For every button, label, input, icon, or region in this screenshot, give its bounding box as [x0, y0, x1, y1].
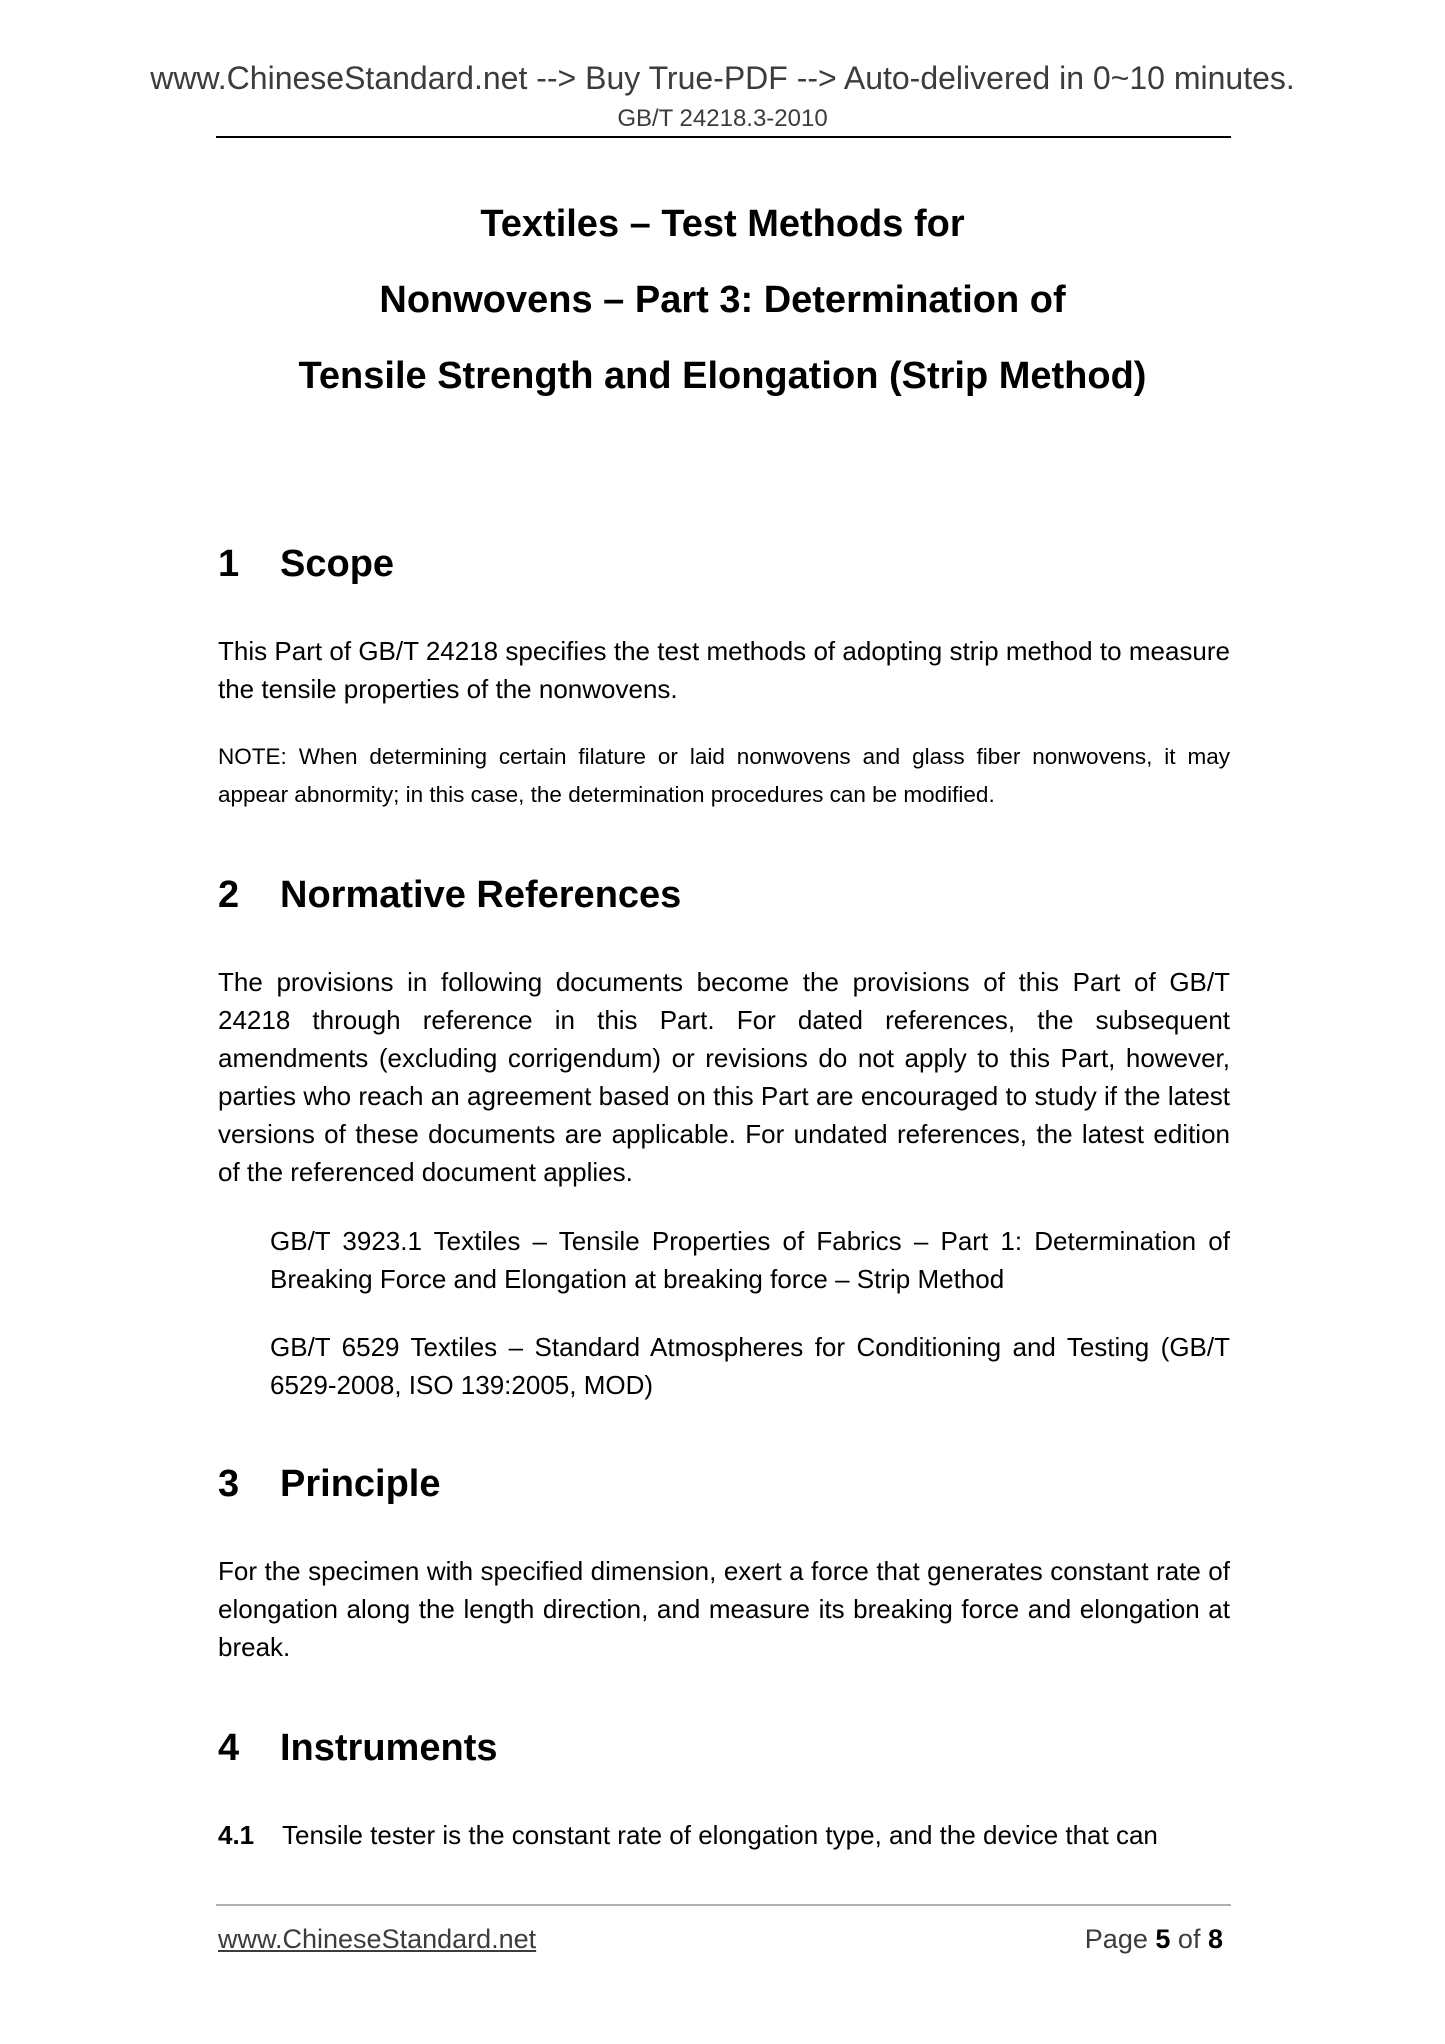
footer-divider [216, 1904, 1231, 1906]
section-number: 2 [218, 874, 240, 916]
section-title: Scope [280, 543, 395, 585]
title-line-3: Tensile Strength and Elongation (Strip Method) [298, 355, 1147, 397]
section-number: 4 [218, 1727, 240, 1769]
section-title: Principle [280, 1463, 441, 1505]
reference-item: GB/T 6529 Textiles – Standard Atmospheres for Conditioning and Testing (GB/T 6529-2008, ISO 139:2005, MOD) [270, 1332, 1230, 1400]
header-banner: www.ChineseStandard.net --> Buy True-PDF --> Auto-delivered in 0~10 minutes. [150, 60, 1295, 96]
section-title: Normative References [280, 874, 682, 916]
principle-paragraph: For the specimen with specified dimension, exert a force that generates constant rate of elongation along the length direction, and measure its breaking force and elongation at break. [218, 1556, 1230, 1662]
clause-text: Tensile tester is the constant rate of elongation type, and the device that can [282, 1820, 1158, 1850]
reference-item: GB/T 3923.1 Textiles – Tensile Properties of Fabrics – Part 1: Determination of Breaking Force and Elongation at breaking force – Strip Method [270, 1226, 1230, 1294]
section-heading-scope [218, 541, 394, 587]
page-of: of [1177, 1924, 1201, 1954]
standard-number: GB/T 24218.3-2010 [617, 105, 828, 132]
page-label: Page [1084, 1924, 1148, 1954]
page-total: 8 [1207, 1924, 1223, 1954]
scope-note: NOTE: When determining certain filature or laid nonwovens and glass fiber nonwovens, it may appear abnormity; in this case, the determination procedures can be modified. [218, 744, 1230, 807]
title-line-2: Nonwovens – Part 3: Determination of [379, 279, 1066, 321]
header-divider [216, 136, 1231, 138]
section-heading-instruments [218, 1725, 497, 1771]
section-title: Instruments [280, 1727, 498, 1769]
references-paragraph: The provisions in following documents become the provisions of this Part of GB/T 24218 through reference in this Part. For dated references, the subsequent amendments (excluding corrigendum) or revisions do not apply to this Part, however, parties who reach an agreement based on this Part are encouraged to study if the latest versions of these documents are applicable. For undated references, the latest edition of the referenced document applies. [218, 967, 1230, 1187]
title-line-1: Textiles – Test Methods for [480, 203, 965, 245]
document-title [0, 186, 1445, 414]
section-heading-references [218, 872, 681, 918]
clause-number: 4.1 [218, 1820, 255, 1850]
page-current: 5 [1155, 1924, 1171, 1954]
section-number: 1 [218, 543, 240, 585]
scope-paragraph: This Part of GB/T 24218 specifies the test methods of adopting strip method to measure the tensile properties of the nonwovens. [218, 636, 1230, 704]
footer-website-link[interactable]: www.ChineseStandard.net [218, 1924, 537, 1954]
clause-4-1 [218, 1816, 1230, 1854]
section-number: 3 [218, 1463, 240, 1505]
section-heading-principle [218, 1461, 441, 1507]
page-indicator [1085, 1922, 1223, 1956]
